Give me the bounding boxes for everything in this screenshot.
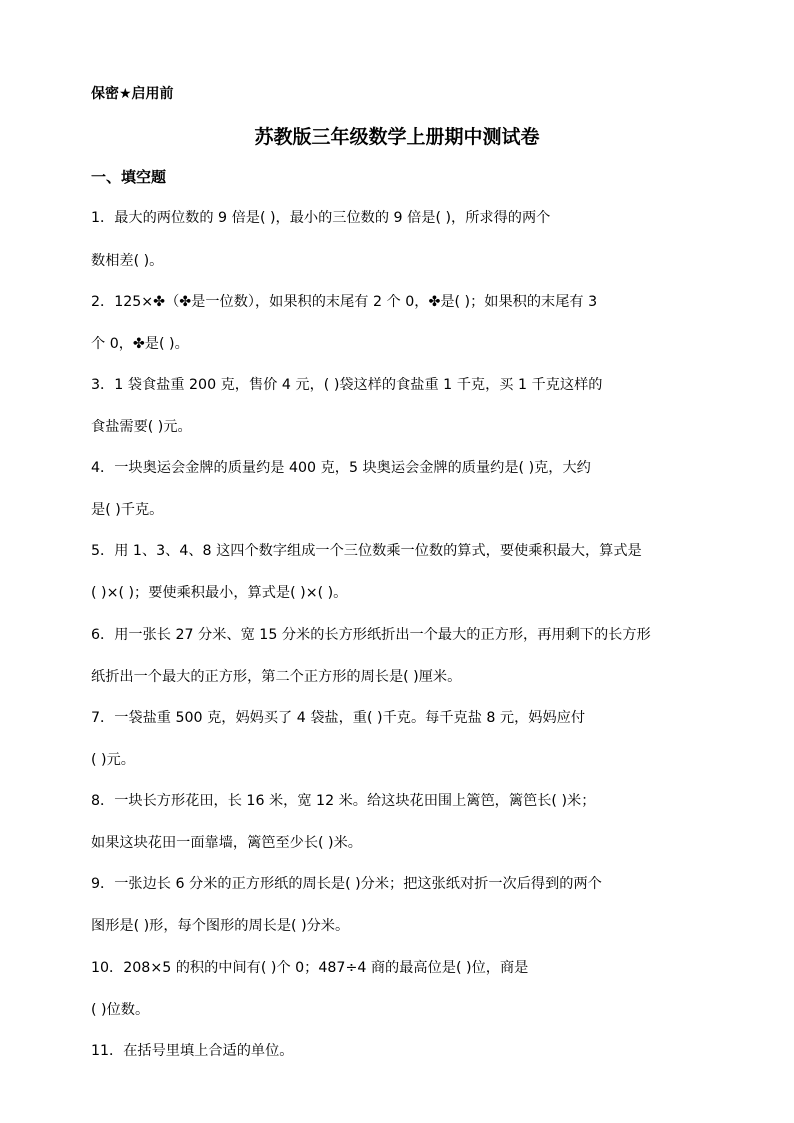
question-6-line-1: 6．用一张长 27 分米、宽 15 分米的长方形纸折出一个最大的正方形，再用剩下的长方形 (91, 627, 651, 643)
secret-label: 保密★启用前 (91, 86, 174, 102)
section-heading: 一、填空题 (91, 168, 167, 186)
question-2-line-1: 2．125×✤（✤是一位数），如果积的末尾有 2 个 0，✤是( )；如果积的末尾有 3 (91, 294, 598, 310)
question-8-line-1: 8．一块长方形花田，长 16 米，宽 12 米。给这块花田围上篱笆，篱笆长( )米； (91, 793, 596, 809)
question-3-line-2: 食盐需要( )元。 (91, 419, 192, 435)
question-5-line-1: 5．用 1、3、4、8 这四个数字组成一个三位数乘一位数的算式，要使乘积最大，算式是 (91, 543, 642, 559)
question-1-line-2: 数相差( )。 (91, 253, 164, 269)
question-7-line-1: 7．一袋盐重 500 克，妈妈买了 4 袋盐，重( )千克。每千克盐 8 元，妈妈应付 (91, 710, 586, 726)
question-10-line-1: 10．208×5 的积的中间有( )个 0；487÷4 商的最高位是( )位，商是 (91, 960, 529, 976)
question-10-line-2: ( )位数。 (91, 1002, 150, 1018)
question-6-line-2: 纸折出一个最大的正方形，第二个正方形的周长是( )厘米。 (91, 669, 462, 685)
question-9-line-2: 图形是( )形，每个图形的周长是( )分米。 (91, 918, 350, 934)
question-4-line-1: 4．一块奥运会金牌的质量约是 400 克，5 块奥运会金牌的质量约是( )克，大约 (91, 460, 591, 476)
question-1-line-1: 1．最大的两位数的 9 倍是( )，最小的三位数的 9 倍是( )，所求得的两个 (91, 210, 551, 226)
question-3-line-1: 3．1 袋食盐重 200 克，售价 4 元，( )袋这样的食盐重 1 千克，买 1 千克这样的 (91, 377, 603, 393)
question-11-line-1: 11．在括号里填上合适的单位。 (91, 1043, 294, 1059)
question-7-line-2: ( )元。 (91, 752, 135, 768)
question-2-line-2: 个 0，✤是( )。 (91, 336, 189, 352)
page-title: 苏教版三年级数学上册期中测试卷 (254, 126, 540, 148)
question-4-line-2: 是( )千克。 (91, 502, 164, 518)
question-9-line-1: 9．一张边长 6 分米的正方形纸的周长是( )分米；把这张纸对折一次后得到的两个 (91, 876, 602, 892)
question-5-line-2: ( )×( )；要使乘积最小，算式是( )×( )。 (91, 585, 348, 601)
question-8-line-2: 如果这块花田一面靠墙，篱笆至少长( )米。 (91, 835, 362, 851)
